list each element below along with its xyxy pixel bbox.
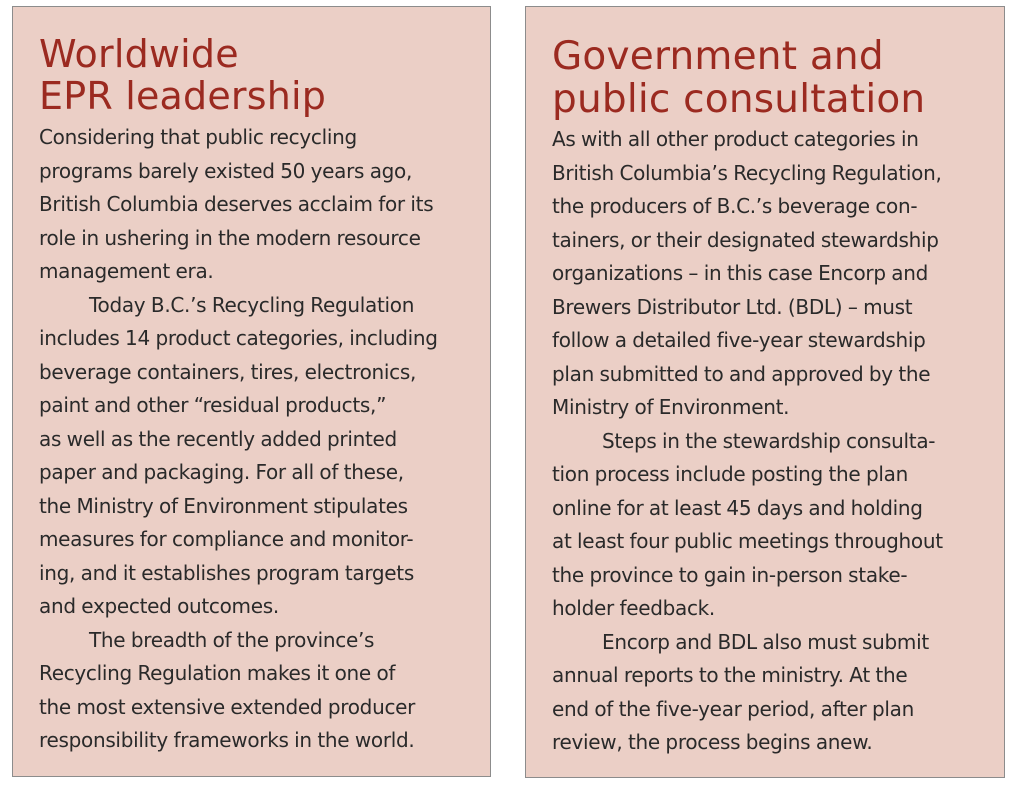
epr-leadership-panel xyxy=(12,6,491,777)
panel-heading: Worldwide EPR leadership xyxy=(39,32,327,118)
paragraph: The breadth of the province’s Recycling Regulation makes it one of the most extensive extended producer responsibility frameworks in the world. xyxy=(39,627,416,752)
paragraph: As with all other product categories in British Columbia’s Recycling Regulation, the producers of B.C.’s beverage con- tainers, or their designated stewardship organizations – in this case Encorp and Brewers Distributor Ltd. (BDL) – must follow a detailed five-year stewardship plan submitted to and approved by the Ministry of Environment. xyxy=(552,127,942,419)
paragraph: Today B.C.’s Recycling Regulation includes 14 product categories, including beverage containers, tires, electronics, paint and other “residual products,” as well as the recently added printed paper and packaging. For all of these, the Ministry of Environment stipulates measures for compliance and monitor- ing, and it establishes program targets and expected outcomes. xyxy=(39,292,438,618)
paragraph: Encorp and BDL also must submit annual reports to the ministry. At the end of the five-year period, after plan review, the process begins anew. xyxy=(552,629,929,754)
paragraph: Considering that public recycling programs barely existed 50 years ago, British Columbia deserves acclaim for its role in ushering in the modern resource management era. xyxy=(39,125,434,283)
paragraph: Steps in the stewardship consulta- tion process include posting the plan online for at least 45 days and holding at least four public meetings throughout the province to gain in-person stake- holder feedback. xyxy=(552,428,943,620)
panel-heading: Government and public consultation xyxy=(552,34,926,122)
consultation-panel xyxy=(525,6,1005,778)
